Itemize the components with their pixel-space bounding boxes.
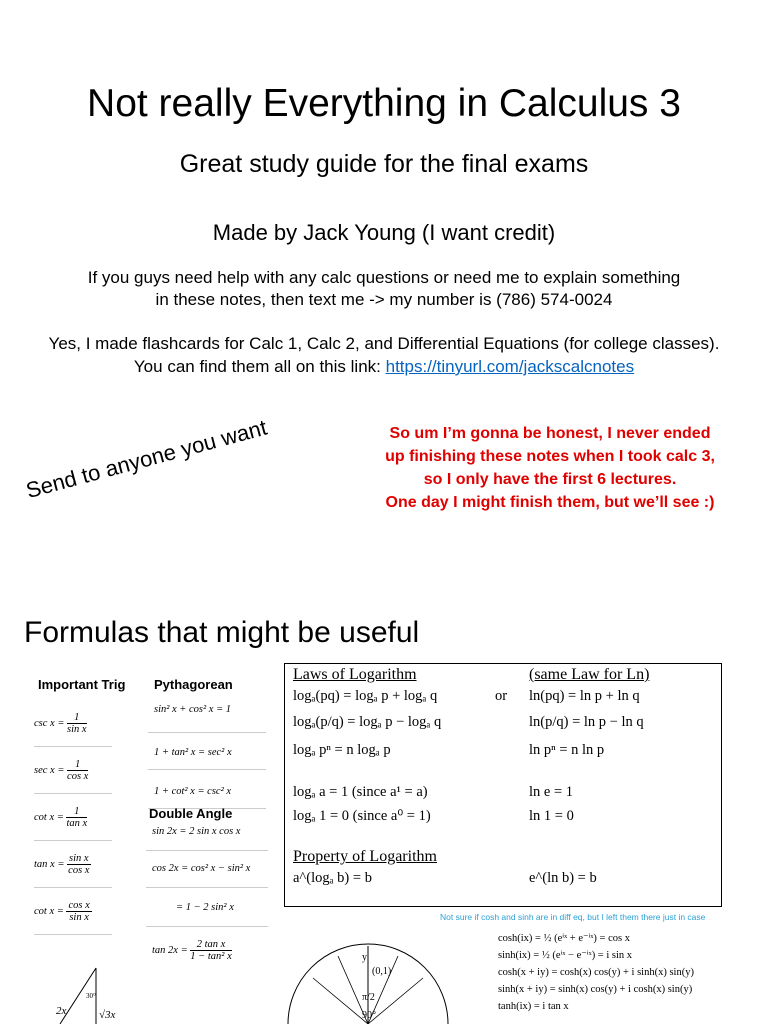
flashcards-link[interactable]: https://tinyurl.com/jackscalcnotes [385,357,635,376]
trig-item: cot x = $\frac{1}{\text{tan x}}$ [34,794,112,841]
pythagorean-item: 1 + tan² x = sec² x [148,733,266,770]
log-law: logₐ 1 = 0 (since a⁰ = 1) [293,808,431,824]
ray [368,978,423,1024]
log-property-header: Property of Logarithm [293,848,437,865]
y-label: y [362,952,367,963]
send-note: Send to anyone you want [23,414,270,504]
unit-circle-diagram [268,938,468,1024]
angle-label: 30° [86,992,96,1000]
hyperbolic-formula: cosh(ix) = ½ (eⁱˣ + e⁻ⁱˣ) = cos x [498,933,630,944]
honesty-note [355,422,745,514]
log-law: logₐ(p/q) = logₐ p − logₐ q [293,714,442,730]
ln-law: ln pⁿ = n ln p [529,742,605,758]
honesty-line: One day I might finish them, but we’ll see :) [385,494,715,511]
top-point-label: (0,1) [372,966,392,977]
double-angle-item: sin 2x = 2 sin x cos x [146,826,268,851]
double-angle-item: = 1 − 2 sin² x [146,888,268,927]
ln-law: ln(pq) = ln p + ln q [529,688,640,704]
flashcards-link-prefix: You can find them all on this link: [133,357,386,376]
trig-item: csc x = $\frac{1}{\text{sin x}}$ [34,700,112,747]
log-law: logₐ pⁿ = n logₐ p [293,742,391,758]
honesty-line: up finishing these notes when I took calc 3, [385,448,715,465]
triangle-diagram [50,966,130,1024]
honesty-line: so I only have the first 6 lectures. [423,471,677,488]
ln-laws-header: (same Law for Ln) [529,666,650,683]
logarithm-box [284,663,722,907]
pythagorean-list [148,698,266,809]
ln-law: ln(p/q) = ln p − ln q [529,714,644,730]
side-label: √3x [99,1009,116,1021]
honesty-line: So um I’m gonna be honest, I never ended [389,425,711,442]
hyperbolic-formulas [498,930,694,1015]
ninety-degree-label: 90° [362,1010,376,1021]
formulas-heading: Formulas that might be useful [24,616,420,649]
or-label: or [495,688,508,704]
flashcards-line: Yes, I made flashcards for Calc 1, Calc 2, and Differential Equations (for college classes). [48,334,720,353]
trig-item: tan x = $\frac{\text{sin x}}{\text{cos x}}$ [34,841,112,888]
ray [313,978,368,1024]
pythagorean-heading: Pythagorean [154,677,233,692]
ln-property: e^(ln b) = b [529,870,597,886]
trig-list [34,700,112,935]
hyperbolic-formula: cosh(x + iy) = cosh(x) cos(y) + i sinh(x) sin(y) [498,967,694,978]
log-laws-header: Laws of Logarithm [293,666,417,683]
log-law: logₐ(pq) = logₐ p + logₐ q [293,688,438,704]
double-angle-list [146,826,268,973]
log-law: logₐ a = 1 (since a¹ = a) [293,784,428,800]
help-line-2: in these notes, then text me -> my number is (786) 574-0024 [155,290,613,309]
author-credit: Made by Jack Young (I want credit) [212,220,556,245]
hyperbolic-formula: sinh(ix) = ½ (eⁱˣ − e⁻ⁱˣ) = i sin x [498,950,633,961]
hyperbolic-note: Not sure if cosh and sinh are in diff eq, but I left them there just in case [440,912,706,922]
pi-over-2-label: π/2 [362,992,375,1003]
hyperbolic-formula: sinh(x + iy) = sinh(x) cos(y) + i cosh(x) sin(y) [498,984,693,995]
trig-heading: Important Trig [38,677,126,692]
double-angle-heading: Double Angle [149,806,233,821]
pythagorean-item: 1 + cot² x = csc² x [148,770,266,809]
double-angle-tan: tan 2x = $\frac{\text{2 tan x}}{\text{1 − tan² x}}$ [152,938,232,962]
pythagorean-item: sin² x + cos² x = 1 [148,698,266,733]
log-property: a^(logₐ b) = b [293,870,372,886]
hyp-label: 2x [56,1005,67,1017]
subtitle: Great study guide for the final exams [179,150,589,178]
trig-item: sec x = $\frac{1}{\text{cos x}}$ [34,747,112,794]
flashcards-link-line [0,356,768,378]
help-line-1: If you guys need help with any calc questions or need me to explain something [87,268,681,287]
page-title: Not really Everything in Calculus 3 [87,82,681,125]
ln-law: ln e = 1 [529,784,574,800]
hyperbolic-formula: tanh(ix) = i tan x [498,1001,569,1012]
trig-item: cot x = $\frac{\text{cos x}}{\text{sin x}}$ [34,888,112,935]
double-angle-item: cos 2x = cos² x − sin² x [146,851,268,888]
ln-law: ln 1 = 0 [529,808,574,824]
